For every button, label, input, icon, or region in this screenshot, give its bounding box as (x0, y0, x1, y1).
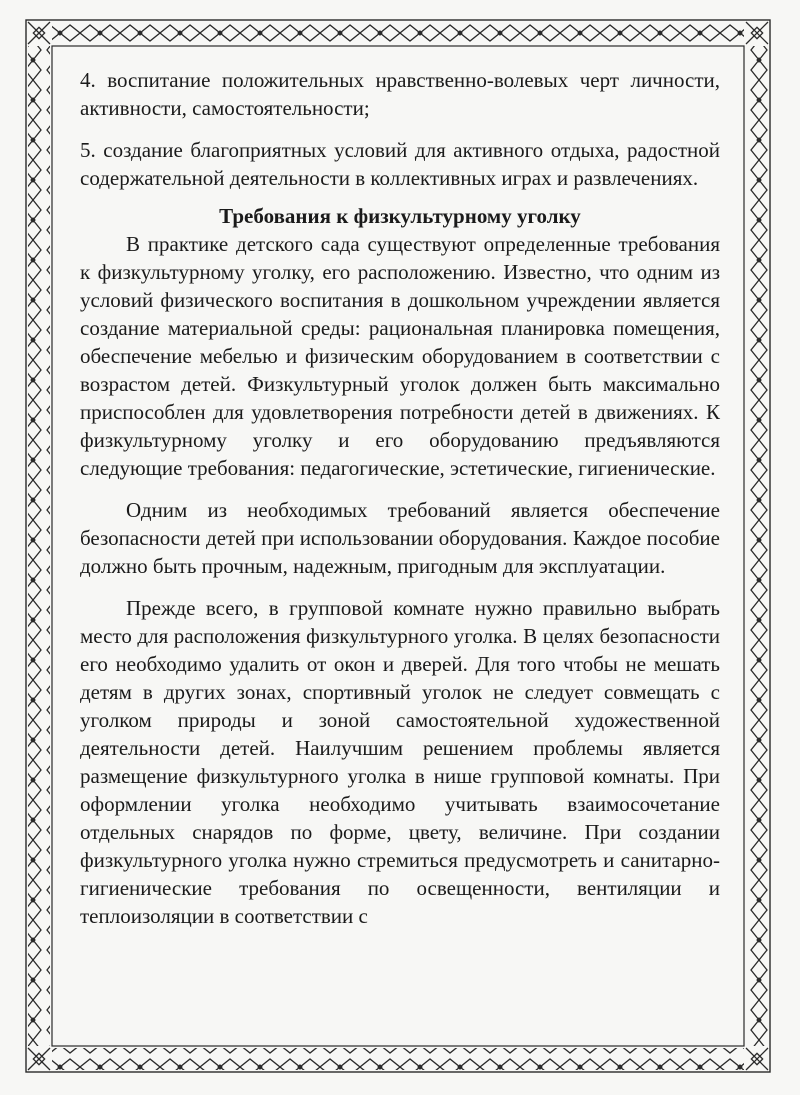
list-item-5: 5. создание благоприятных условий для активного отдыха, радостной содержательной деятельности в коллективных играх и развлечениях. (80, 138, 720, 190)
list-item-4: 4. воспитание положительных нравственно-волевых черт личности, активности, самостоятельности; (80, 68, 720, 120)
border-bottom-pattern (52, 1048, 744, 1070)
border-top-pattern (52, 22, 744, 44)
section-heading: Требования к физкультурному уголку (219, 204, 581, 228)
border-right-pattern (746, 46, 768, 1046)
paragraph-requirements: В практике детского сада существуют определенные требования к физкультурному уголку, его расположению. Известно, что одним из условий физического воспитания в дошкольном учреждении является создание материальной среды: рациональная планировка помещения, обеспечение мебелью и физическим оборудованием в соответствии с возрастом детей. Физкультурный уголок должен быть максимально приспособлен для удовлетворения потребности детей в движениях. К физкультурному уголку и его оборудованию предъявляются следующие требования: педагогические, эстетические, гигиенические. (80, 232, 720, 480)
document-body (80, 66, 720, 930)
border-left-pattern (28, 46, 50, 1046)
paragraph-placement: Прежде всего, в групповой комнате нужно правильно выбрать место для расположения физкультурного уголка. В целях безопасности его необходимо удалить от окон и дверей. Для того чтобы не мешать детям в других зонах, спортивный уголок не следует совмещать с уголком природы и зоной самостоятельной художественной деятельности детей. Наилучшим решением проблемы является размещение физкультурного уголка в нише групповой комнаты. При оформлении уголка необходимо учитывать взаимосочетание отдельных снарядов по форме, цвету, величине. При создании физкультурного уголка нужно стремиться предусмотреть и санитарно-гигиенические требования по освещенности, вентиляции и теплоизоляции в соответствии с (80, 596, 720, 928)
paragraph-safety: Одним из необходимых требований является обеспечение безопасности детей при использовании оборудования. Каждое пособие должно быть прочным, надежным, пригодным для эксплуатации. (80, 498, 720, 578)
